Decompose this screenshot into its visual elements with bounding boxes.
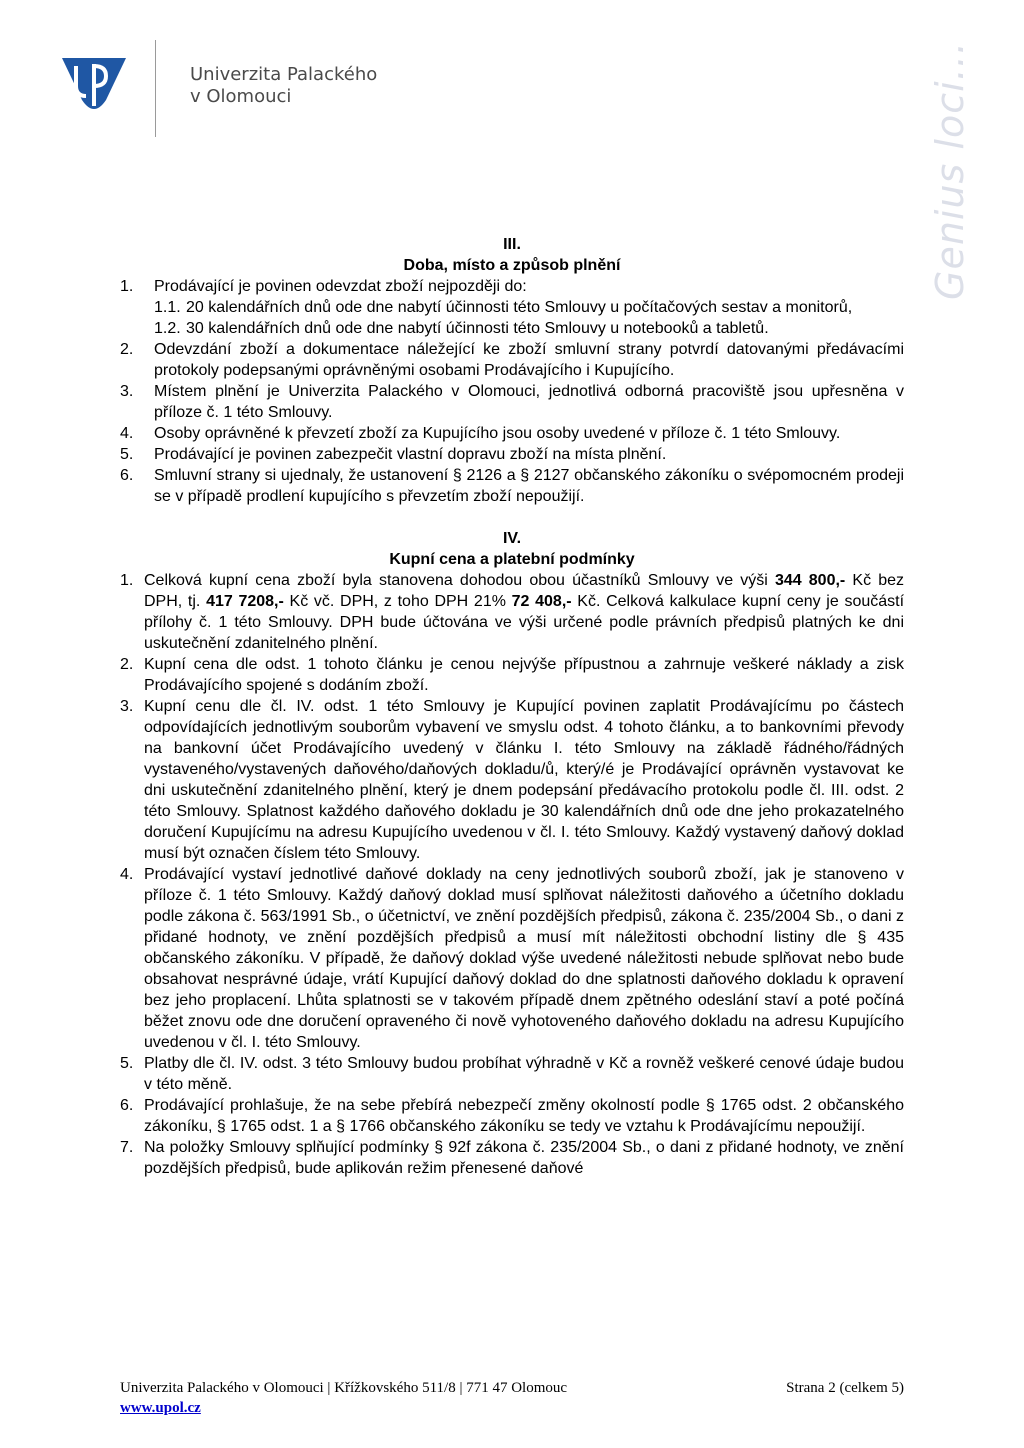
list-item bbox=[120, 339, 904, 381]
item-text: Prodávající prohlašuje, že na sebe přebírá nebezpečí změny okolností podle § 1765 odst. 2 občanského zákoníku, § 1765 odst. 1 a § 1766 občanského zákoníku se tedy ve vztahu k Prodávajícímu nepoužijí. bbox=[144, 1097, 904, 1135]
document-body bbox=[120, 234, 904, 1179]
item-text: Na položky Smlouvy splňující podmínky § 92f zákona č. 235/2004 Sb., o dani z přidané hodnoty, ve znění pozdějších předpisů, bude aplikován režim přenesené daňové bbox=[144, 1139, 904, 1177]
item-number: 1.1. bbox=[154, 299, 181, 316]
list-item bbox=[120, 570, 904, 654]
item-text: Prodávající je povinen zabezpečit vlastní dopravu zboží na místa plnění. bbox=[154, 446, 667, 463]
item-text: Osoby oprávněné k převzetí zboží za Kupujícího jsou osoby uvedené v příloze č. 1 této Smlouvy. bbox=[154, 425, 841, 442]
price-with-vat: 417 7208,- bbox=[206, 593, 284, 610]
list-item bbox=[120, 1095, 904, 1137]
list-item bbox=[120, 444, 904, 465]
list-item bbox=[120, 381, 904, 423]
item-text: Celková kupní cena zboží byla stanovena dohodou obou účastníků Smlouvy ve výši bbox=[144, 572, 775, 589]
footer-address: Univerzita Palackého v Olomouci | Křížkovského 511/8 | 771 47 Olomouc bbox=[120, 1380, 568, 1396]
section-3-title: Doba, místo a způsob plnění bbox=[403, 257, 621, 274]
item-text: Odevzdání zboží a dokumentace náležející ke zboží smluvní strany potvrdí datovanými předávacími protokoly podepsanými oprávněnými osobami Prodávajícího i Kupujícího. bbox=[154, 341, 904, 379]
item-number: 1. bbox=[120, 572, 134, 589]
header-divider bbox=[155, 40, 156, 137]
item-text: Platby dle čl. IV. odst. 3 této Smlouvy budou probíhat výhradně v Kč a rovněž veškeré cenové údaje budou v této měně. bbox=[144, 1055, 904, 1093]
section-4-number: IV. bbox=[502, 530, 522, 547]
motto-watermark: Genius loci... bbox=[928, 41, 972, 300]
item-text: Kupní cenu dle čl. IV. odst. 1 této Smlouvy je Kupující povinen zaplatit Prodávajícímu po částech odpovídajících jednotlivým souborům vybavení ve smyslu odst. 4 tohoto článku, a to bankovními převody na bankovní účet Prodávajícího uvedený v článku I. této Smlouvy na základě řádného/řádných vystaveného/vystavených daňového/daňových dokladu/ů, který/é je Prodávající oprávněn vystavovat ke dni uskutečnění zdanitelného plnění, který je dnem podepsání předávacího protokolu podle čl. III. odst. 2 této Smlouvy. Splatnost každého daňového dokladu je 30 kalendářních dnů ode dne jeho prokazatelného doručení Kupujícímu na adresu Kupujícího uvedenou v čl. I. této Smlouvy. Každý vystavený daňový doklad musí být označen číslem této Smlouvy. bbox=[144, 698, 904, 862]
item-text: Kč. Celková kalkulace kupní ceny je součástí přílohy č. 1 této Smlouvy. DPH bude účtována ve výši určené podle právních předpisů platných ke dni uskutečnění zdanitelného plnění. bbox=[144, 593, 905, 652]
item-number: 1. bbox=[120, 278, 134, 295]
website-link[interactable]: www.upol.cz bbox=[120, 1400, 201, 1416]
item-text: Kč vč. DPH, z toho DPH 21% bbox=[283, 593, 512, 610]
section-3-number: III. bbox=[503, 236, 521, 253]
list-item bbox=[120, 864, 904, 1053]
list-item bbox=[120, 654, 904, 696]
list-item bbox=[120, 696, 904, 864]
item-number: 2. bbox=[120, 341, 134, 358]
item-number: 3. bbox=[120, 698, 134, 715]
item-text: Prodávající je povinen odevzdat zboží nejpozději do: bbox=[154, 278, 527, 295]
item-text: Kč bez DPH, tj. bbox=[144, 572, 905, 610]
item-number: 2. bbox=[120, 656, 134, 673]
item-number: 7. bbox=[120, 1139, 134, 1156]
item-number: 4. bbox=[120, 425, 134, 442]
list-item bbox=[120, 1053, 904, 1095]
list-subitem bbox=[120, 297, 904, 318]
university-name-line1: Univerzita Palackého bbox=[190, 64, 378, 85]
item-text: 20 kalendářních dnů ode dne nabytí účinnosti této Smlouvy u počítačových sestav a monitorů, bbox=[186, 299, 853, 316]
university-name bbox=[190, 64, 377, 108]
page-number: Strana 2 (celkem 5) bbox=[786, 1380, 904, 1396]
list-item bbox=[120, 1137, 904, 1179]
upol-shield-icon bbox=[62, 56, 126, 120]
item-number: 1.2. bbox=[154, 320, 181, 337]
item-text: Kupní cena dle odst. 1 tohoto článku je cenou nejvýše přípustnou a zahrnuje veškeré náklady a zisk Prodávajícího spojené s dodáním zboží. bbox=[144, 656, 904, 694]
item-number: 6. bbox=[120, 1097, 134, 1114]
list-item bbox=[120, 423, 904, 444]
list-item bbox=[120, 465, 904, 507]
university-logo bbox=[62, 56, 126, 120]
section-4-title: Kupní cena a platební podmínky bbox=[389, 551, 635, 568]
university-name-line2: v Olomouci bbox=[190, 86, 292, 107]
list-item bbox=[120, 276, 904, 297]
item-number: 3. bbox=[120, 383, 134, 400]
item-text: Smluvní strany si ujednaly, že ustanovení § 2126 a § 2127 občanského zákoníku o svépomocném prodeji se v případě prodlení kupujícího s převzetím zboží nepoužijí. bbox=[154, 467, 904, 505]
list-subitem bbox=[120, 318, 904, 339]
item-number: 5. bbox=[120, 446, 134, 463]
item-number: 6. bbox=[120, 467, 134, 484]
item-number: 5. bbox=[120, 1055, 134, 1072]
item-text: Prodávající vystaví jednotlivé daňové doklady na ceny jednotlivých souborů zboží, jak je stanoveno v příloze č. 1 této Smlouvy. Každý daňový doklad musí splňovat náležitosti daňového a účetního dokladu podle zákona č. 563/1991 Sb., o účetnictví, ve znění pozdějších předpisů, zákona č. 235/2004 Sb., o dani z přidané hodnoty, ve znění pozdějších předpisů a musí mít náležitosti obchodní listiny dle § 435 občanského zákoníku. V případě, že daňový doklad výše uvedené náležitosti nebude splňovat nebo bude obsahovat nesprávné údaje, vrátí Kupující daňový doklad do dne splatnosti daňového dokladu k opravení bez jeho proplacení. Lhůta splatnosti se v takovém případě dnem zpětného odeslání staví a poté počíná běžet znovu ode dne doručení opraveného či nově vyhotoveného daňového dokladu na adresu Kupujícího uvedenou v čl. I. této Smlouvy. bbox=[144, 866, 904, 1051]
vat-amount: 72 408,- bbox=[511, 593, 572, 610]
item-number: 4. bbox=[120, 866, 134, 883]
item-text: Místem plnění je Univerzita Palackého v Olomouci, jednotlivá odborná pracoviště jsou upřesněna v příloze č. 1 této Smlouvy. bbox=[154, 383, 904, 421]
price-without-vat: 344 800,- bbox=[774, 572, 846, 589]
item-text: 30 kalendářních dnů ode dne nabytí účinnosti této Smlouvy u notebooků a tabletů. bbox=[186, 320, 769, 337]
